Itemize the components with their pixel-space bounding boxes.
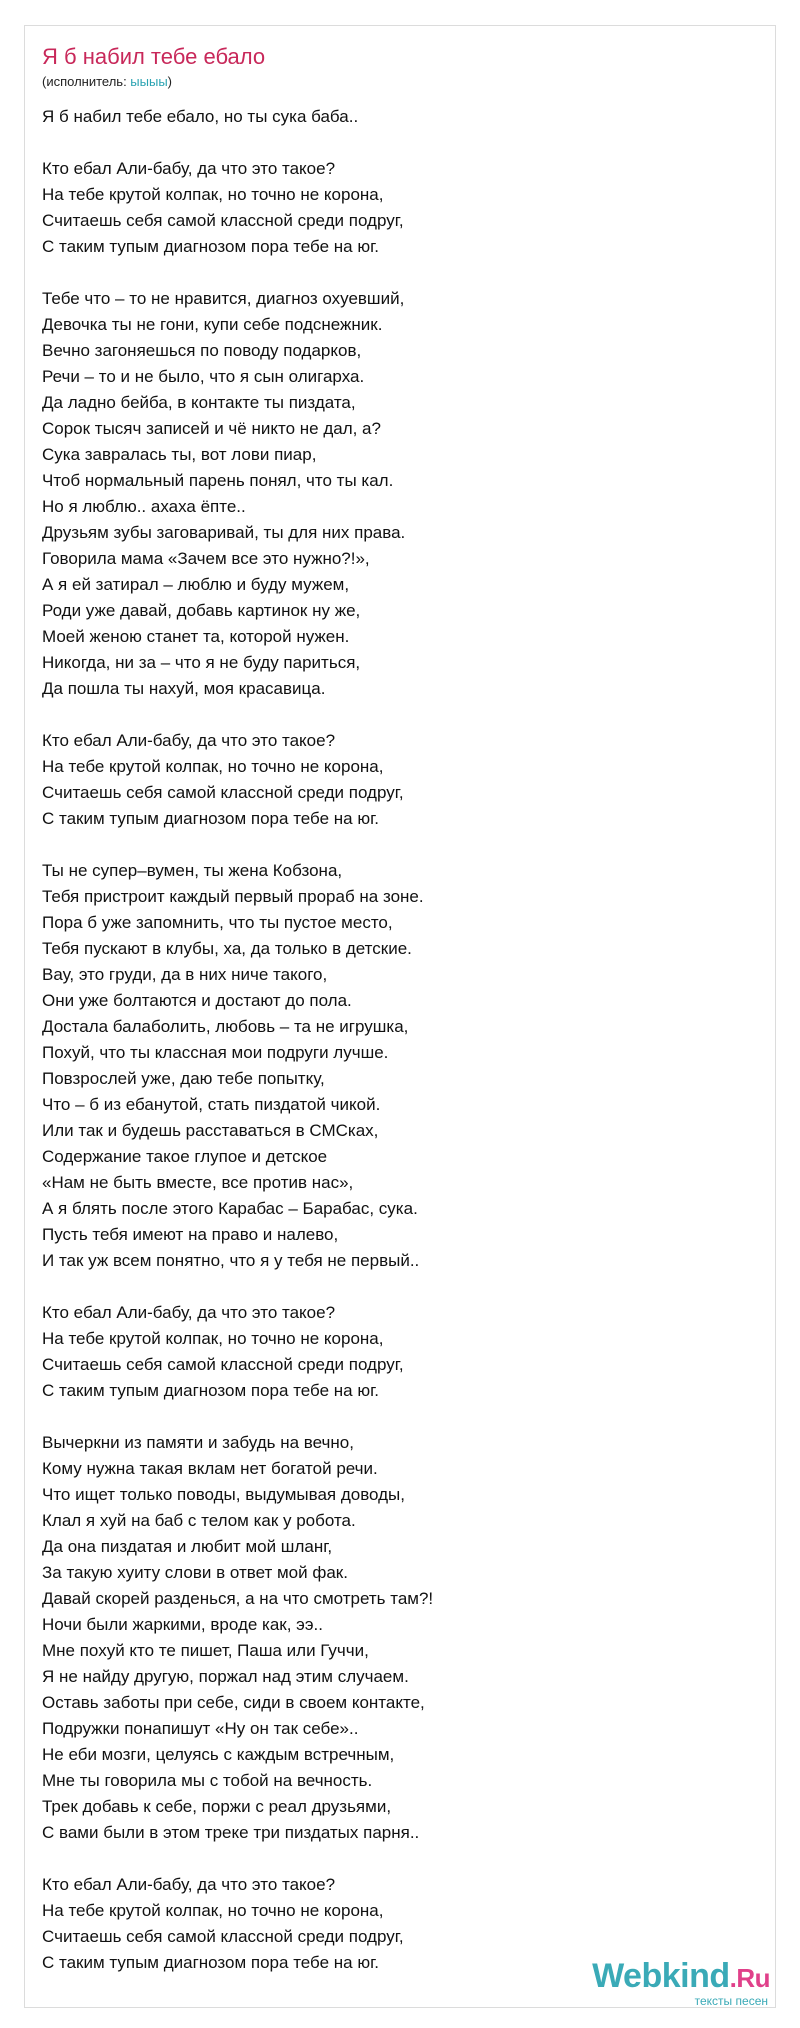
lyric-line: Не еби мозги, целуясь с каждым встречным, xyxy=(42,1745,395,1764)
lyric-line: Кто ебал Али-бабу, да что это такое? xyxy=(42,731,336,750)
lyric-line: На тебе крутой колпак, но точно не корона, xyxy=(42,1901,384,1920)
lyric-line: Никогда, ни за – что я не буду париться, xyxy=(42,653,361,672)
lyric-line: На тебе крутой колпак, но точно не корона, xyxy=(42,185,384,204)
lyric-line: Да ладно бейба, в контакте ты пиздата, xyxy=(42,393,356,412)
lyric-line: Кто ебал Али-бабу, да что это такое? xyxy=(42,1303,336,1322)
stanza-gap xyxy=(42,130,433,156)
lyric-line: С таким тупым диагнозом пора тебе на юг. xyxy=(42,1953,379,1972)
lyric-line: Я б набил тебе ебало, но ты сука баба.. xyxy=(42,107,359,126)
lyric-line: Считаешь себя самой классной среди подруг, xyxy=(42,783,404,802)
lyric-line: Содержание такое глупое и детское xyxy=(42,1147,328,1166)
artist-suffix: ) xyxy=(167,74,173,89)
lyric-line: Но я люблю.. ахаха ёпте.. xyxy=(42,497,246,516)
lyric-line: Кто ебал Али-бабу, да что это такое? xyxy=(42,1875,336,1894)
lyric-line: С таким тупым диагнозом пора тебе на юг. xyxy=(42,809,379,828)
lyric-line: Вечно загоняешься по поводу подарков, xyxy=(42,341,362,360)
lyric-line: Клал я хуй на баб с телом как у робота. xyxy=(42,1511,356,1530)
lyric-line: С таким тупым диагнозом пора тебе на юг. xyxy=(42,1381,379,1400)
lyric-line: Они уже болтаются и достают до пола. xyxy=(42,991,352,1010)
stanza-gap xyxy=(42,1404,433,1430)
lyric-line: И так уж всем понятно, что я у тебя не первый.. xyxy=(42,1251,420,1270)
lyric-line: Вау, это груди, да в них ниче такого, xyxy=(42,965,328,984)
lyric-line: Подружки понапишут «Ну он так себе».. xyxy=(42,1719,359,1738)
lyric-line: На тебе крутой колпак, но точно не корона, xyxy=(42,757,384,776)
lyric-line: Мне похуй кто те пишет, Паша или Гуччи, xyxy=(42,1641,369,1660)
lyric-line: А я ей затирал – люблю и буду мужем, xyxy=(42,575,350,594)
logo-brand: Webkind xyxy=(592,1957,730,1995)
lyric-line: Оставь заботы при себе, сиди в своем контакте, xyxy=(42,1693,425,1712)
lyric-line: Сорок тысяч записей и чё никто не дал, а? xyxy=(42,419,381,438)
stanza-gap xyxy=(42,1274,433,1300)
lyric-line: А я блять после этого Карабас – Барабас, сука. xyxy=(42,1199,418,1218)
lyric-line: Говорила мама «Зачем все это нужно?!», xyxy=(42,549,370,568)
artist-line xyxy=(42,74,172,90)
lyric-line: Роди уже давай, добавь картинок ну же, xyxy=(42,601,361,620)
lyric-line: Мне ты говорила мы с тобой на вечность. xyxy=(42,1771,373,1790)
lyric-line: Тебя пускают в клубы, ха, да только в детские. xyxy=(42,939,412,958)
lyric-line: Считаешь себя самой классной среди подруг, xyxy=(42,1355,404,1374)
lyric-line: Сука завралась ты, вот лови пиар, xyxy=(42,445,317,464)
lyric-line: Похуй, что ты классная мои подруги лучше. xyxy=(42,1043,389,1062)
lyric-line: Давай скорей разденься, а на что смотреть там?! xyxy=(42,1589,434,1608)
stanza-gap xyxy=(42,702,433,728)
artist-link[interactable]: ыыыы xyxy=(130,74,168,89)
lyric-line: Тебя пристроит каждый первый прораб на зоне. xyxy=(42,887,424,906)
lyric-line: С вами были в этом треке три пиздатых парня.. xyxy=(42,1823,420,1842)
lyric-line: Пусть тебя имеют на право и налево, xyxy=(42,1225,339,1244)
lyric-line: Ночи были жаркими, вроде как, ээ.. xyxy=(42,1615,323,1634)
lyric-line: Моей женою станет та, которой нужен. xyxy=(42,627,350,646)
song-title: Я б набил тебе ебало xyxy=(42,44,266,69)
lyric-line: Что ищет только поводы, выдумывая доводы, xyxy=(42,1485,405,1504)
lyric-line: Повзрослей уже, даю тебе попытку, xyxy=(42,1069,325,1088)
lyric-line: Девочка ты не гони, купи себе подснежник. xyxy=(42,315,383,334)
logo-domain: .Ru xyxy=(729,1963,770,1993)
lyric-line: Кто ебал Али-бабу, да что это такое? xyxy=(42,159,336,178)
lyric-line: Пора б уже запомнить, что ты пустое место, xyxy=(42,913,393,932)
lyric-line: Я не найду другую, поржал над этим случаем. xyxy=(42,1667,409,1686)
lyric-line: Или так и будешь расставаться в СМСках, xyxy=(42,1121,379,1140)
lyric-line: «Нам не быть вместе, все против нас», xyxy=(42,1173,354,1192)
lyric-line: Друзьям зубы заговаривай, ты для них права. xyxy=(42,523,406,542)
lyric-line: Считаешь себя самой классной среди подруг, xyxy=(42,211,404,230)
lyric-line: Речи – то и не было, что я сын олигарха. xyxy=(42,367,365,386)
lyric-line: На тебе крутой колпак, но точно не корона, xyxy=(42,1329,384,1348)
lyric-line: Трек добавь к себе, поржи с реал друзьями, xyxy=(42,1797,392,1816)
logo-tagline: тексты песен xyxy=(694,1994,768,2008)
lyric-line: Да она пиздатая и любит мой шланг, xyxy=(42,1537,333,1556)
lyric-line: Кому нужна такая вклам нет богатой речи. xyxy=(42,1459,378,1478)
stanza-gap xyxy=(42,832,433,858)
site-logo[interactable] xyxy=(592,1959,770,2008)
logo-wordmark xyxy=(592,1959,770,1995)
artist-prefix: (исполнитель: xyxy=(42,74,131,89)
lyric-line: Да пошла ты нахуй, моя красавица. xyxy=(42,679,326,698)
stanza-gap xyxy=(42,1846,433,1872)
lyrics-body xyxy=(42,104,433,1976)
lyric-line: Что – б из ебанутой, стать пиздатой чикой. xyxy=(42,1095,381,1114)
lyric-line: Чтоб нормальный парень понял, что ты кал. xyxy=(42,471,394,490)
lyric-line: Считаешь себя самой классной среди подруг, xyxy=(42,1927,404,1946)
lyric-line: Вычеркни из памяти и забудь на вечно, xyxy=(42,1433,354,1452)
stanza-gap xyxy=(42,260,433,286)
lyric-line: Достала балаболить, любовь – та не игрушка, xyxy=(42,1017,409,1036)
lyric-line: С таким тупым диагнозом пора тебе на юг. xyxy=(42,237,379,256)
lyric-line: Тебе что – то не нравится, диагноз охуевший, xyxy=(42,289,405,308)
lyric-line: За такую хуиту слови в ответ мой фак. xyxy=(42,1563,348,1582)
lyric-line: Ты не супер–вумен, ты жена Кобзона, xyxy=(42,861,343,880)
